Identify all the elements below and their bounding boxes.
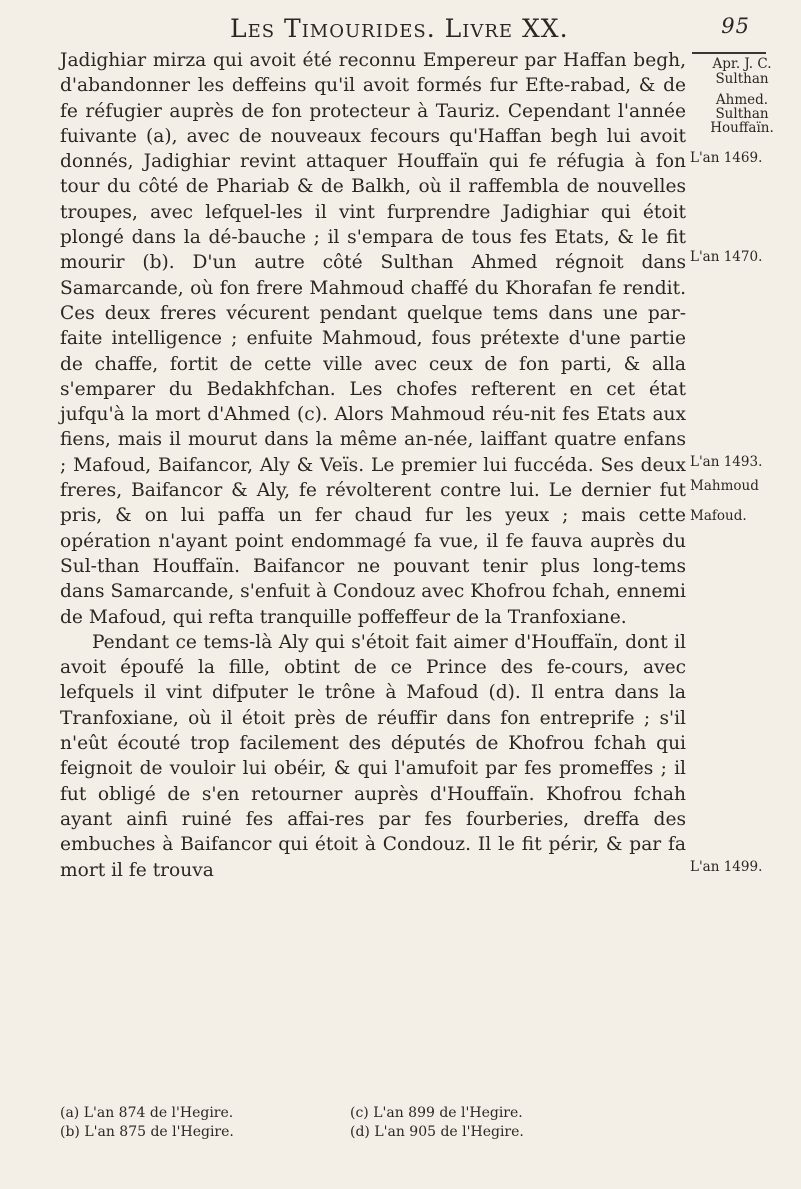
margin-note-ahmed: Ahmed. [715,92,769,108]
margin-note-sulthan-2: Sulthan [715,106,769,122]
margin-note-mafoud: Mafoud. [690,508,747,524]
margin-note-apr: Apr. J. C. [712,56,772,72]
footnote-a: (a) L'an 874 de l'Hegire. [60,1105,234,1121]
footnote-d: (d) L'an 905 de l'Hegire. [350,1124,524,1140]
paragraph-1: Jadighiar mirza qui avoit été reconnu Empereur par Haffan begh, d'abandonner les deffeins qu'il avoit formés fur Efte-rabad, & de fe réfugier auprès de fon protecteur à Tauriz. Cependant l'année fuivante (a), avec de nouveaux fecours qu'Haffan begh lui avoit donnés, Jadighiar revint attaquer Houffaïn qui fe réfugia à fon tour du côté de Phariab & de Balkh, où il raffembla de nouvelles troupes, avec lefquel-les il vint furprendre Jadighiar qui étoit plongé dans la dé-bauche ; il s'empara de tous fes Etats, & le fit mourir (b). D'un autre côté Sulthan Ahmed régnoit dans Samarcande, où fon frere Mahmoud chaffé du Khorafan fe rendit. Ces deux freres vécurent pendant quelque tems dans une par-faite intelligence ; enfuite Mahmoud, fous prétexte d'une partie de chaffe, fortit de cette ville avec ceux de fon parti, & alla s'emparer du Bedakhfchan. Les chofes refterent en cet état jufqu'à la mort d'Ahmed (c). Alors Mahmoud réu-nit fes Etats aux fiens, mais il mourut dans la même an-née, laiffant quatre enfans ; Mafoud, Baifancor, Aly & Veïs. Le premier lui fuccéda. Ses deux freres, Baifancor & Aly, fe révolterent contre lui. Le dernier fut pris, & on lui paffa un fer chaud fur les yeux ; mais cette opération n'ayant point endommagé fa vue, il fe fauva auprès du Sul-than Houffaïn. Baifancor ne pouvant tenir plus long-tems dans Samarcande, s'enfuit à Condouz avec Khofrou fchah, ennemi de Mafoud, qui refta tranquille poffeffeur de la Tranfoxiane. [60,50,686,628]
main-text [60,48,686,883]
paragraph-2: Pendant ce tems-là Aly qui s'étoit fait aimer d'Houffaïn, dont il avoit époufé la fille, obtint de ce Prince des fe-cours, avec lefquels il vint difputer le trône à Mafoud (d). Il entra dans la Tranfoxiane, où il étoit près de réuffir dans fon entreprife ; s'il n'eût écouté trop facilement des députés de Khofrou fchah qui feignoit de vouloir lui obéir, & qui l'amufoit par fes promeffes ; il fut obligé de s'en retourner auprès d'Houffaïn. Khofrou fchah ayant ainfi ruiné fes affai-res par fes fourberies, dreffa des embuches à Baifancor qui étoit à Condouz. Il le fit périr, & par fa mort il fe trouva [60,631,686,881]
margin-note-sulthan: Sulthan [715,71,769,87]
margin-rule [692,52,766,54]
margin-note-houffain: Houffaïn. [710,120,774,136]
footnote-c: (c) L'an 899 de l'Hegire. [350,1105,523,1121]
page-number: 95 [721,14,750,38]
margin-note-mahmoud: Mahmoud [690,478,759,494]
running-header [230,14,750,48]
margin-note-year-1: L'an 1469. [690,150,763,166]
margin-note-year-2: L'an 1470. [690,249,763,265]
margin-note-year-3: L'an 1493. [690,454,763,470]
running-title: Les Timourides. Livre XX. [230,14,569,43]
margin-note-year-4: L'an 1499. [690,859,763,875]
footnote-b: (b) L'an 875 de l'Hegire. [60,1124,234,1140]
